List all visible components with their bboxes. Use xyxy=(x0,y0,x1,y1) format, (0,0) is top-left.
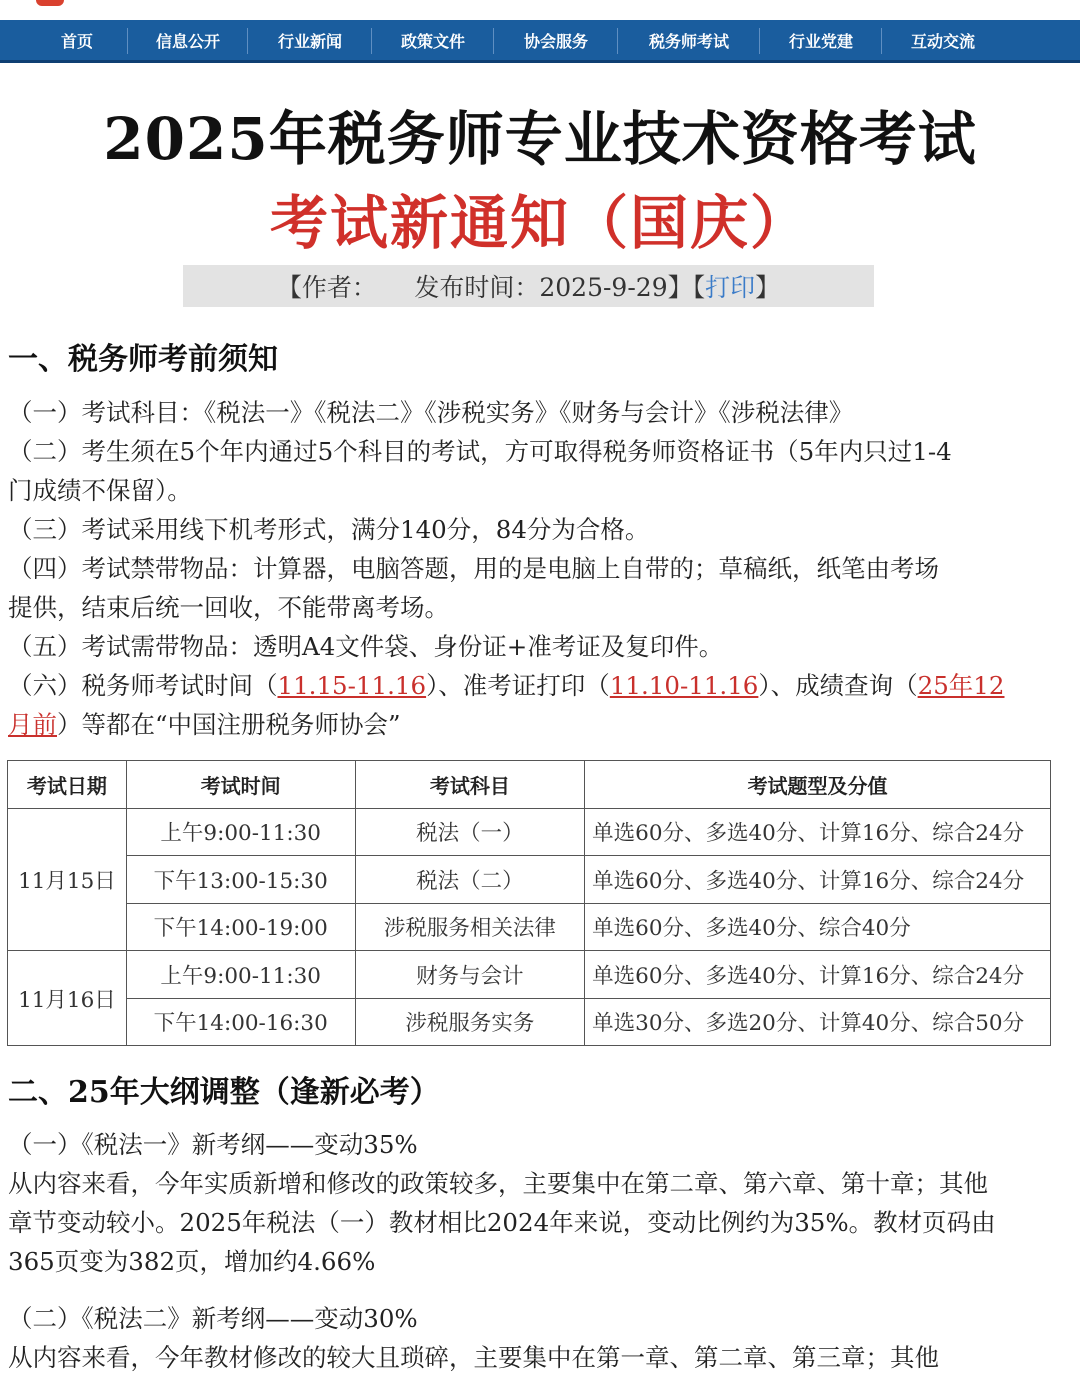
text: ）、准考证打印（ xyxy=(426,671,610,700)
nav-industry-news[interactable]: 行业新闻 xyxy=(248,20,372,60)
page-subtitle: 考试新通知（国庆） xyxy=(269,189,810,257)
section-heading-syllabus: 二、25年大纲调整（逢新必考） xyxy=(8,1075,440,1110)
list-item-exam-schedule-cont xyxy=(8,705,1072,744)
table-row xyxy=(8,903,1051,951)
nav-party-building[interactable]: 行业党建 xyxy=(760,20,882,60)
cell-format: 单选60分、多选40分、计算16分、综合24分 xyxy=(585,951,1051,999)
main-nav xyxy=(0,20,1080,63)
cell-format: 单选60分、多选40分、计算16分、综合24分 xyxy=(585,856,1051,904)
section-heading-pre-exam: 一、税务师考前须知 xyxy=(8,342,278,377)
cell-time: 上午9:00-11:30 xyxy=(126,808,355,856)
text: ）、成绩查询（ xyxy=(758,671,918,700)
table-row xyxy=(8,998,1051,1046)
table-header-row xyxy=(8,761,1051,809)
cell-format: 单选30分、多选20分、计算40分、综合50分 xyxy=(585,998,1051,1046)
site-logo xyxy=(36,0,64,6)
score-query-date-link[interactable]: 25年12 xyxy=(917,671,1005,700)
text: （六）税务师考试时间（ xyxy=(8,671,278,700)
table-row xyxy=(8,808,1051,856)
list-item: （四）考试禁带物品：计算器，电脑答题，用的是电脑上自带的；草稿纸，纸笔由考场 xyxy=(8,554,939,583)
score-query-date-link-cont[interactable]: 月前 xyxy=(8,710,57,739)
table-row xyxy=(8,856,1051,904)
paragraph-line: 从内容来看，今年实质新增和修改的政策较多，主要集中在第二章、第六章、第十章；其他 xyxy=(8,1169,988,1198)
print-link[interactable]: 打印 xyxy=(705,273,756,302)
nav-interaction[interactable]: 互动交流 xyxy=(910,31,975,51)
cell-date: 11月16日 xyxy=(8,951,127,1046)
meta-author-date: 【作者： 发布时间：2025-9-29】【 xyxy=(276,273,706,302)
cell-time: 下午13:00-15:30 xyxy=(126,856,355,904)
paragraph-line: 365页变为382页，增加约4.66% xyxy=(8,1247,376,1276)
cell-time: 下午14:00-19:00 xyxy=(126,903,355,951)
nav-info-disclosure[interactable]: 信息公开 xyxy=(128,20,248,60)
list-item: 提供，结束后统一回收，不能带离考场。 xyxy=(8,593,449,622)
paragraph-line: 章节变动较小。2025年税法（一）教材相比2024年来说，变动比例约为35%。教材页码由 xyxy=(8,1208,996,1237)
cell-format: 单选60分、多选40分、综合40分 xyxy=(585,903,1051,951)
list-item: 门成绩不保留）。 xyxy=(8,476,192,505)
nav-tax-agent-exam[interactable]: 税务师考试 xyxy=(618,20,760,60)
cell-subject: 税法（一） xyxy=(355,808,585,856)
subsection-title: （二）《税法二》新考纲——变动30% xyxy=(8,1304,418,1333)
col-header-time: 考试时间 xyxy=(126,761,355,809)
col-header-date: 考试日期 xyxy=(8,761,127,809)
cell-format: 单选60分、多选40分、计算16分、综合24分 xyxy=(585,808,1051,856)
list-item: （一）考试科目：《税法一》《税法二》《涉税实务》《财务与会计》《涉税法律》 xyxy=(8,398,854,427)
exam-date-link[interactable]: 11.15-11.16 xyxy=(277,671,427,700)
section2-sub1 xyxy=(8,1125,1072,1281)
paragraph-line: 从内容来看，今年教材修改的较大且琐碎，主要集中在第一章、第二章、第三章；其他 xyxy=(8,1343,939,1372)
section1-body xyxy=(8,393,1072,744)
subsection-title: （一）《税法一》新考纲——变动35% xyxy=(8,1130,418,1159)
exam-schedule-table xyxy=(7,760,1051,1046)
cell-time: 上午9:00-11:30 xyxy=(126,951,355,999)
text: ）等都在“中国注册税务师协会” xyxy=(57,710,401,739)
meta-close-bracket: 】 xyxy=(755,273,781,302)
cell-subject: 涉税服务实务 xyxy=(355,998,585,1046)
col-header-format: 考试题型及分值 xyxy=(585,761,1051,809)
table-row xyxy=(8,951,1051,999)
cell-time: 下午14:00-16:30 xyxy=(126,998,355,1046)
cell-date: 11月15日 xyxy=(8,808,127,951)
nav-policy-documents[interactable]: 政策文件 xyxy=(372,20,494,60)
cell-subject: 涉税服务相关法律 xyxy=(355,903,585,951)
page-title: 2025年税务师专业技术资格考试 xyxy=(103,105,977,173)
list-item: （三）考试采用线下机考形式，满分140分，84分为合格。 xyxy=(8,515,650,544)
article-meta xyxy=(183,265,874,307)
nav-home[interactable]: 首页 xyxy=(26,20,128,60)
list-item: （五）考试需带物品：透明A4文件袋、身份证+准考证及复印件。 xyxy=(8,632,724,661)
top-strip xyxy=(0,0,1080,20)
list-item-exam-schedule xyxy=(8,666,1072,705)
cell-subject: 财务与会计 xyxy=(355,951,585,999)
nav-association-services[interactable]: 协会服务 xyxy=(494,20,618,60)
cell-subject: 税法（二） xyxy=(355,856,585,904)
section2-sub2 xyxy=(8,1299,1072,1377)
admission-ticket-date-link[interactable]: 11.10-11.16 xyxy=(609,671,759,700)
list-item: （二）考生须在5个年内通过5个科目的考试，方可取得税务师资格证书（5年内只过1-4 xyxy=(8,437,952,466)
col-header-subject: 考试科目 xyxy=(355,761,585,809)
